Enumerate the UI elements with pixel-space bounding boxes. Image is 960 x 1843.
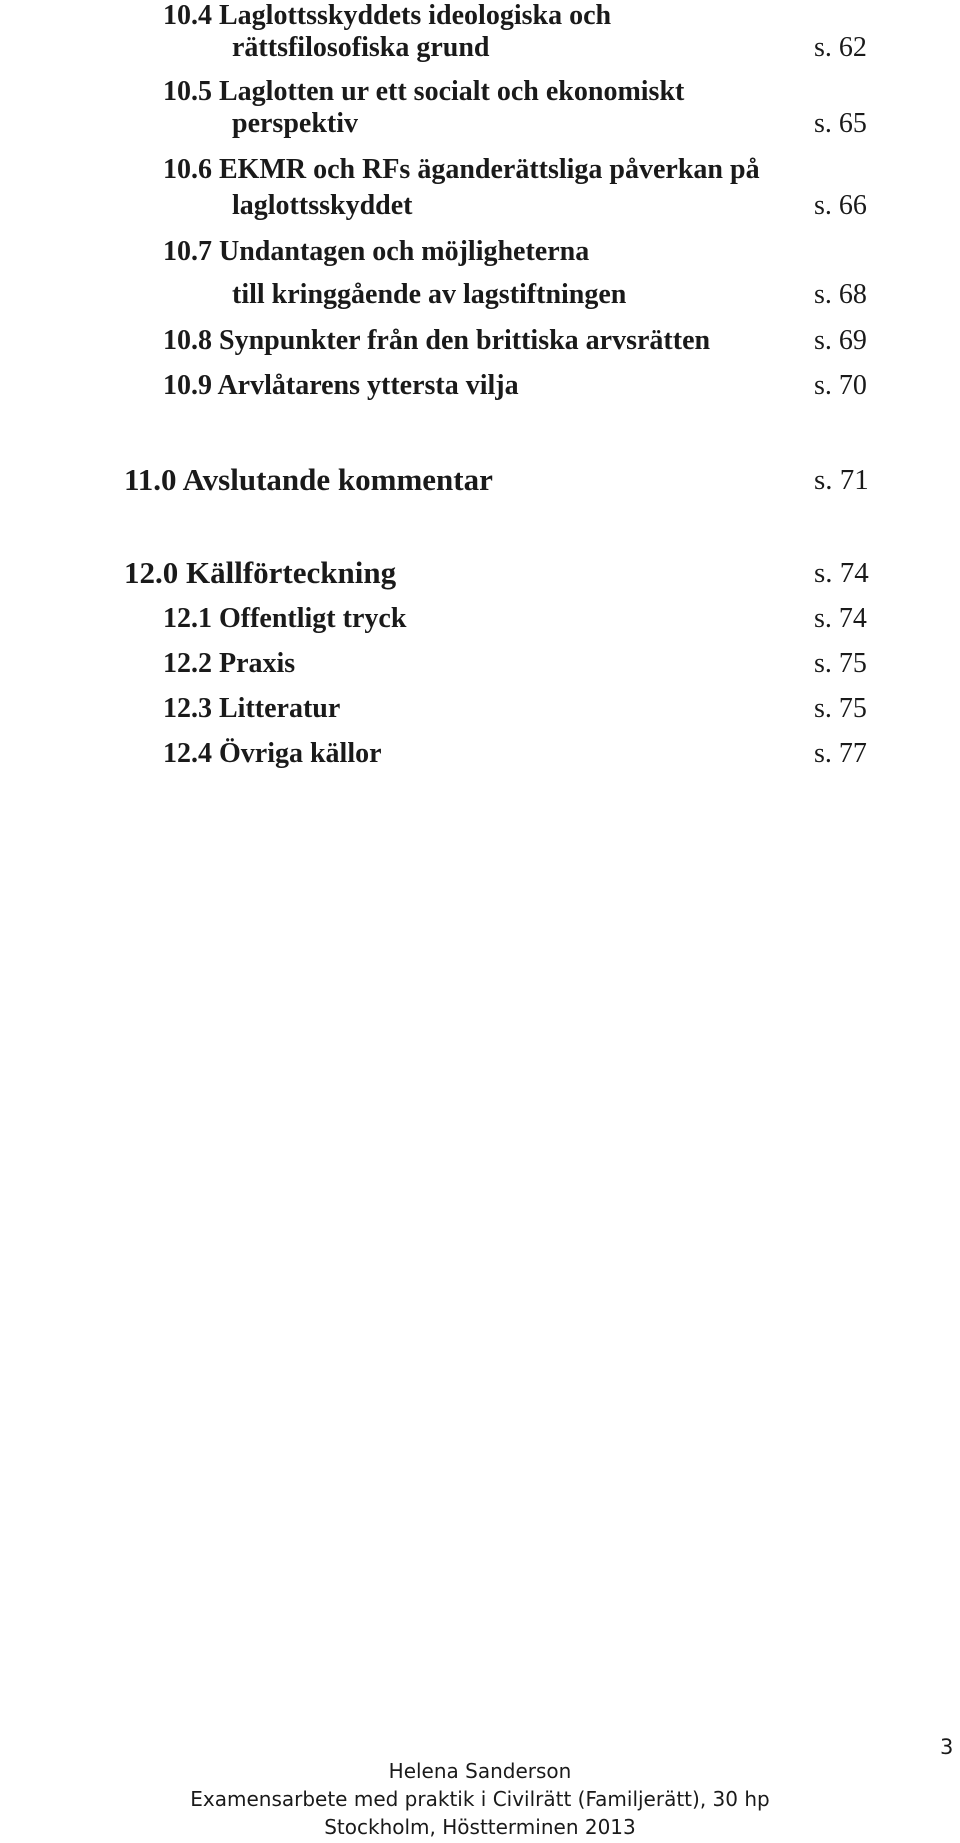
toc-entry-10-4-title-line1: 10.4 Laglottsskyddets ideologiska och	[163, 0, 612, 31]
page-number: 3	[940, 1735, 954, 1759]
toc-entry-10-6-title-line1: 10.6 EKMR och RFs äganderättsliga påverkan på	[163, 154, 760, 185]
toc-entry-10-7-title-line2: till kringgående av lagstiftningen	[232, 279, 627, 310]
toc-entry-12-3-page: s. 75	[814, 693, 867, 724]
toc-entry-12-4-page: s. 77	[814, 738, 867, 769]
toc-entry-10-8-title: 10.8 Synpunkter från den brittiska arvsrätten	[163, 325, 711, 356]
toc-entry-10-8-page: s. 69	[814, 325, 867, 356]
toc-entry-10-5-page: s. 65	[814, 108, 867, 139]
toc-entry-10-9-page: s. 70	[814, 370, 867, 401]
toc-entry-11-0-title: 11.0 Avslutande kommentar	[124, 462, 493, 497]
toc-entry-11-0-page: s. 71	[814, 464, 869, 496]
toc-entry-12-1-page: s. 74	[814, 603, 867, 634]
toc-entry-12-3-title: 12.3 Litteratur	[163, 693, 341, 724]
toc-entry-10-4-page: s. 62	[814, 32, 867, 63]
toc-entry-12-2-title: 12.2 Praxis	[163, 648, 296, 679]
toc-entry-10-6-title-line2: laglottsskyddet	[232, 190, 413, 221]
toc-entry-10-7-title-line1: 10.7 Undantagen och möjligheterna	[163, 236, 590, 267]
toc-entry-10-5-title-line2: perspektiv	[232, 108, 358, 139]
toc-entry-12-4-title: 12.4 Övriga källor	[163, 738, 382, 769]
toc-entry-10-6-page: s. 66	[814, 190, 867, 221]
footer-place-term: Stockholm, Höstterminen 2013	[324, 1815, 636, 1839]
toc-entry-12-2-page: s. 75	[814, 648, 867, 679]
toc-entry-10-5-title-line1: 10.5 Laglotten ur ett socialt och ekonomiskt	[163, 76, 685, 107]
toc-entry-12-0-title: 12.0 Källförteckning	[124, 555, 397, 590]
toc-entry-12-0-page: s. 74	[814, 557, 869, 589]
toc-entry-10-4-title-line2: rättsfilosofiska grund	[232, 32, 490, 63]
toc-entry-10-7-page: s. 68	[814, 279, 867, 310]
toc-entry-10-9-title: 10.9 Arvlåtarens yttersta vilja	[163, 370, 519, 401]
footer-author: Helena Sanderson	[388, 1759, 572, 1783]
footer-course: Examensarbete med praktik i Civilrätt (Familjerätt), 30 hp	[190, 1787, 770, 1811]
toc-entry-12-1-title: 12.1 Offentligt tryck	[163, 603, 407, 634]
